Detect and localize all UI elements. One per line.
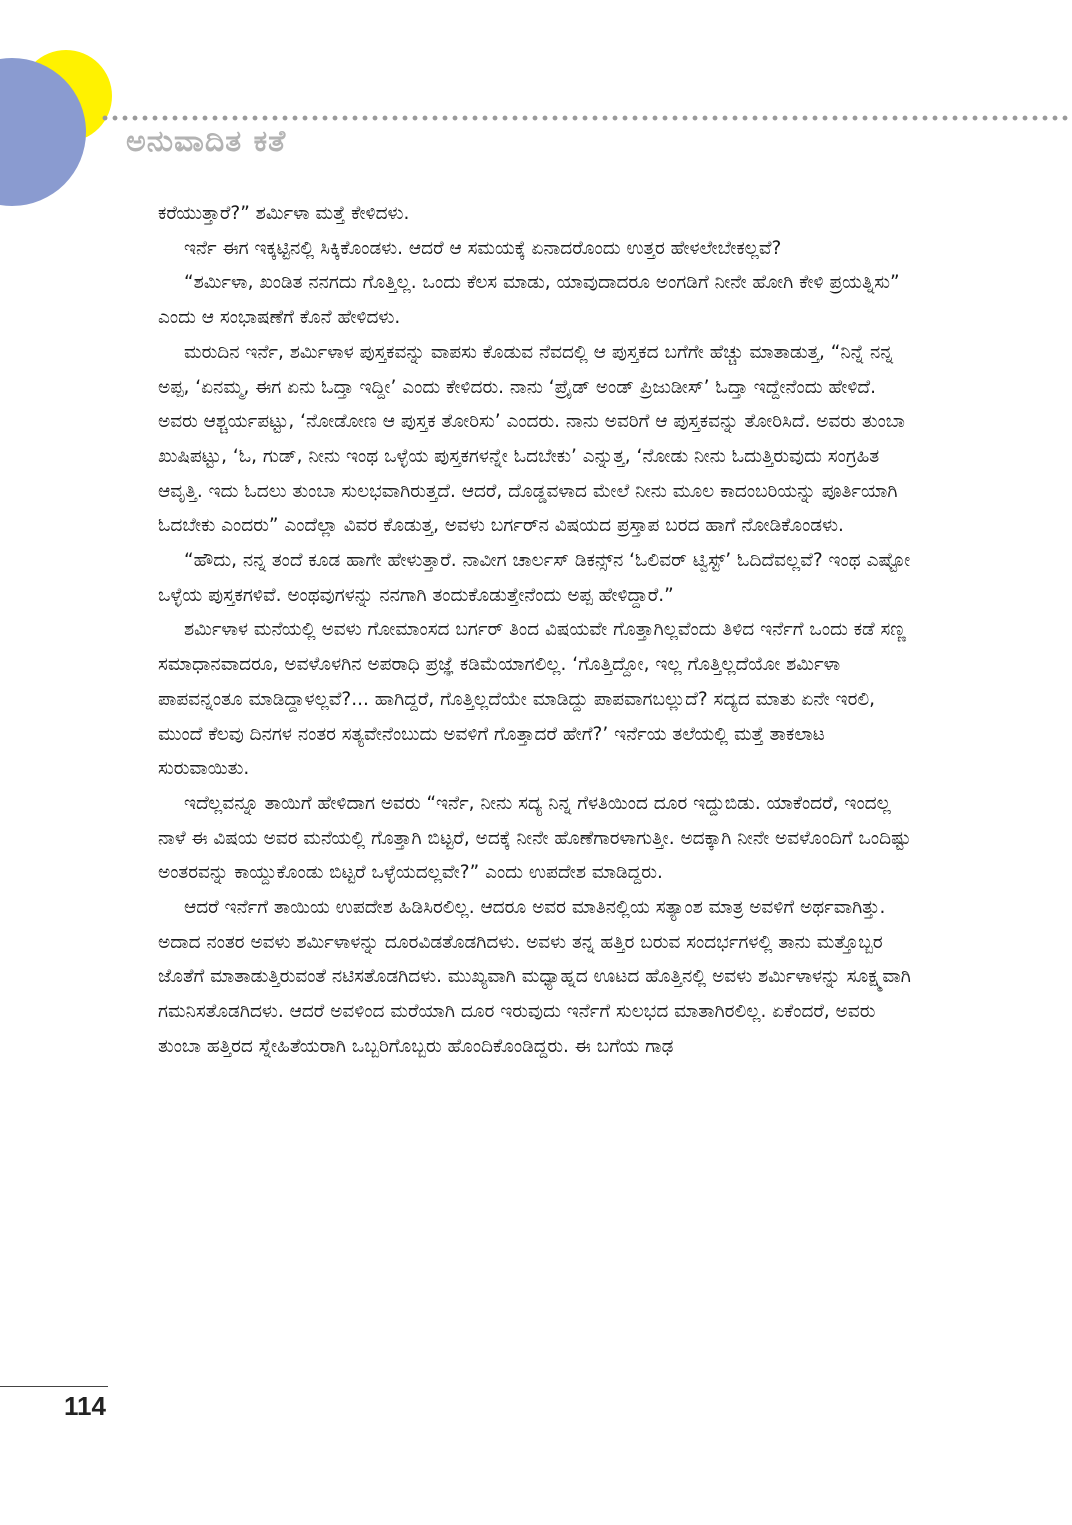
page-number: 114 (64, 1391, 106, 1421)
paragraph: ಶರ್ಮಿಳಾಳ ಮನೆಯಲ್ಲಿ ಅವಳು ಗೋಮಾಂಸದ ಬರ್ಗರ್ ತಿಂದ ವಿಷಯವೇ ಗೊತ್ತಾಗಿಲ್ಲವೆಂದು ತಿಳಿದ ಇರ್ನೆಗೆ ಒಂದು ಕಡೆ ಸಣ್ಣ ಸಮಾಧಾನವಾದರೂ, ಅವಳೊಳಗಿನ ಅಪರಾಧಿ ಪ್ರಜ್ಞೆ ಕಡಿಮೆಯಾಗಲಿಲ್ಲ. ‘ಗೊತ್ತಿದ್ದೋ, ಇಲ್ಲ ಗೊತ್ತಿಲ್ಲದೆಯೋ ಶರ್ಮಿಳಾ ಪಾಪವನ್ನಂತೂ ಮಾಡಿದ್ದಾಳಲ್ಲವೆ?... ಹಾಗಿದ್ದರೆ, ಗೊತ್ತಿಲ್ಲದೆಯೇ ಮಾಡಿದ್ದು ಪಾಪವಾಗಬಲ್ಲುದೆ? ಸದ್ಯದ ಮಾತು ಏನೇ ಇರಲಿ, ಮುಂದೆ ಕೆಲವು ದಿನಗಳ ನಂತರ ಸತ್ಯವೇನೆಂಬುದು ಅವಳಿಗೆ ಗೊತ್ತಾದರೆ ಹೇಗೆ?’ ಇರ್ನೆಯ ತಲೆಯಲ್ಲಿ ಮತ್ತೆ ತಾಕಲಾಟ ಸುರುವಾಯಿತು. (158, 619, 907, 780)
paragraph: ಇರ್ನೆ ಈಗ ಇಕ್ಕಟ್ಟಿನಲ್ಲಿ ಸಿಕ್ಕಿಕೊಂಡಳು. ಆದರೆ ಆ ಸಮಯಕ್ಕೆ ಏನಾದರೊಂದು ಉತ್ತರ ಹೇಳಲೇಬೇಕಲ್ಲವೆ? (184, 237, 782, 259)
paragraph: ಮರುದಿನ ಇರ್ನೆ, ಶರ್ಮಿಳಾಳ ಪುಸ್ತಕವನ್ನು ವಾಪಸು ಕೊಡುವ ನೆವದಲ್ಲಿ ಆ ಪುಸ್ತಕದ ಬಗೆಗೇ ಹೆಚ್ಚು ಮಾತಾಡುತ್ತ, “ನಿನ್ನೆ ನನ್ನ ಅಪ್ಪ, ‘ಏನಮ್ಮ, ಈಗ ಏನು ಓದ್ತಾ ಇದ್ದೀ’ ಎಂದು ಕೇಳಿದರು. ನಾನು ‘ಪ್ರೈಡ್ ಅಂಡ್ ಪ್ರಿಜುಡೀಸ್’ ಓದ್ತಾ ಇದ್ದೇನೆಂದು ಹೇಳಿದೆ. ಅವರು ಆಶ್ಚರ್ಯಪಟ್ಟು, ‘ನೋಡೋಣ ಆ ಪುಸ್ತಕ ತೋರಿಸು’ ಎಂದರು. ನಾನು ಅವರಿಗೆ ಆ ಪುಸ್ತಕವನ್ನು ತೋರಿಸಿದೆ. ಅವರು ತುಂಬಾ ಖುಷಿಪಟ್ಟು, ‘ಓ, ಗುಡ್, ನೀನು ಇಂಥ ಒಳ್ಳೆಯ ಪುಸ್ತಕಗಳನ್ನೇ ಓದಬೇಕು’ ಎನ್ನುತ್ತ, ‘ನೋಡು ನೀನು ಓದುತ್ತಿರುವುದು ಸಂಗ್ರಹಿತ ಆವೃತ್ತಿ. ಇದು ಓದಲು ತುಂಬಾ ಸುಲಭವಾಗಿರುತ್ತದೆ. ಆದರೆ, ದೊಡ್ಡವಳಾದ ಮೇಲೆ ನೀನು ಮೂಲ ಕಾದಂಬರಿಯನ್ನು ಪೂರ್ತಿಯಾಗಿ ಓದಬೇಕು ಎಂದರು” ಎಂದೆಲ್ಲಾ ವಿವರ ಕೊಡುತ್ತ, ಅವಳು ಬರ್ಗರ್‌ನ ವಿಷಯದ ಪ್ರಸ್ತಾಪ ಬರದ ಹಾಗೆ ನೋಡಿಕೊಂಡಳು. (158, 341, 905, 537)
page-number-rule (0, 1386, 108, 1387)
paragraph: ಕರೆಯುತ್ತಾರೆ?” ಶರ್ಮಿಳಾ ಮತ್ತೆ ಕೇಳಿದಳು. (158, 203, 410, 224)
paragraph: “ಶರ್ಮಿಳಾ, ಖಂಡಿತ ನನಗದು ಗೊತ್ತಿಲ್ಲ. ಒಂದು ಕೆಲಸ ಮಾಡು, ಯಾವುದಾದರೂ ಅಂಗಡಿಗೆ ನೀನೇ ಹೋಗಿ ಕೇಳಿ ಪ್ರಯತ್ನಿಸು” ಎಂದು ಆ ಸಂಭಾಷಣೆಗೆ ಕೊನೆ ಹೇಳಿದಳು. (158, 272, 900, 329)
paragraph: ಆದರೆ ಇರ್ನೆಗೆ ತಾಯಿಯ ಉಪದೇಶ ಹಿಡಿಸಿರಲಿಲ್ಲ. ಆದರೂ ಅವರ ಮಾತಿನಲ್ಲಿಯ ಸತ್ಯಾಂಶ ಮಾತ್ರ ಅವಳಿಗೆ ಅರ್ಥವಾಗಿತ್ತು. ಅದಾದ ನಂತರ ಅವಳು ಶರ್ಮಿಳಾಳನ್ನು ದೂರವಿಡತೊಡಗಿದಳು. ಅವಳು ತನ್ನ ಹತ್ತಿರ ಬರುವ ಸಂದರ್ಭಗಳಲ್ಲಿ ತಾನು ಮತ್ತೊಬ್ಬರ ಜೊತೆಗೆ ಮಾತಾಡುತ್ತಿರುವಂತೆ ನಟಿಸತೊಡಗಿದಳು. ಮುಖ್ಯವಾಗಿ ಮಧ್ಯಾಹ್ನದ ಊಟದ ಹೊತ್ತಿನಲ್ಲಿ ಅವಳು ಶರ್ಮಿಳಾಳನ್ನು ಸೂಕ್ಷ್ಮವಾಗಿ ಗಮನಿಸತೊಡಗಿದಳು. ಆದರೆ ಅವಳಿಂದ ಮರೆಯಾಗಿ ದೂರ ಇರುವುದು ಇರ್ನೆಗೆ ಸುಲಭದ ಮಾತಾಗಿರಲಿಲ್ಲ. ಏಕೆಂದರೆ, ಅವರು ತುಂಬಾ ಹತ್ತಿರದ ಸ್ನೇಹಿತೆಯರಾಗಿ ಒಬ್ಬರಿಗೊಬ್ಬರು ಹೊಂದಿಕೊಂಡಿದ್ದರು. ಈ ಬಗೆಯ ಗಾಢ (158, 897, 911, 1057)
story-text (158, 197, 918, 1065)
section-title: ಅನುವಾದಿತ ಕತೆ (126, 124, 287, 159)
paragraph: “ಹೌದು, ನನ್ನ ತಂದೆ ಕೂಡ ಹಾಗೇ ಹೇಳುತ್ತಾರೆ. ನಾವೀಗ ಚಾರ್ಲಸ್ ಡಿಕನ್ಸ್‌ನ ‘ಓಲಿವರ್ ಟ್ವಿಸ್ಟ್’ ಓದಿದೆವಲ್ಲವೆ? ಇಂಥ ಎಷ್ಟೋ ಒಳ್ಳೆಯ ಪುಸ್ತಕಗಳಿವೆ. ಅಂಥವುಗಳನ್ನು ನನಗಾಗಿ ತಂದುಕೊಡುತ್ತೇನೆಂದು ಅಪ್ಪ ಹೇಳಿದ್ದಾರೆ.” (158, 550, 911, 606)
dotted-header-rule (100, 113, 1072, 123)
paragraph: ಇದೆಲ್ಲವನ್ನೂ ತಾಯಿಗೆ ಹೇಳಿದಾಗ ಅವರು “ಇರ್ನೆ, ನೀನು ಸದ್ಯ ನಿನ್ನ ಗೆಳತಿಯಿಂದ ದೂರ ಇದ್ದುಬಿಡು. ಯಾಕೆಂದರೆ, ಇಂದಲ್ಲ ನಾಳೆ ಈ ವಿಷಯ ಅವರ ಮನೆಯಲ್ಲಿ ಗೊತ್ತಾಗಿ ಬಿಟ್ಟರೆ, ಅದಕ್ಕೆ ನೀನೇ ಹೊಣೆಗಾರಳಾಗುತ್ತೀ. ಅದಕ್ಕಾಗಿ ನೀನೇ ಅವಳೊಂದಿಗೆ ಒಂದಿಷ್ಟು ಅಂತರವನ್ನು ಕಾಯ್ದುಕೊಂಡು ಬಿಟ್ಟರೆ ಒಳ್ಳೆಯದಲ್ಲವೇ?” ಎಂದು ಉಪದೇಶ ಮಾಡಿದ್ದರು. (158, 792, 911, 884)
